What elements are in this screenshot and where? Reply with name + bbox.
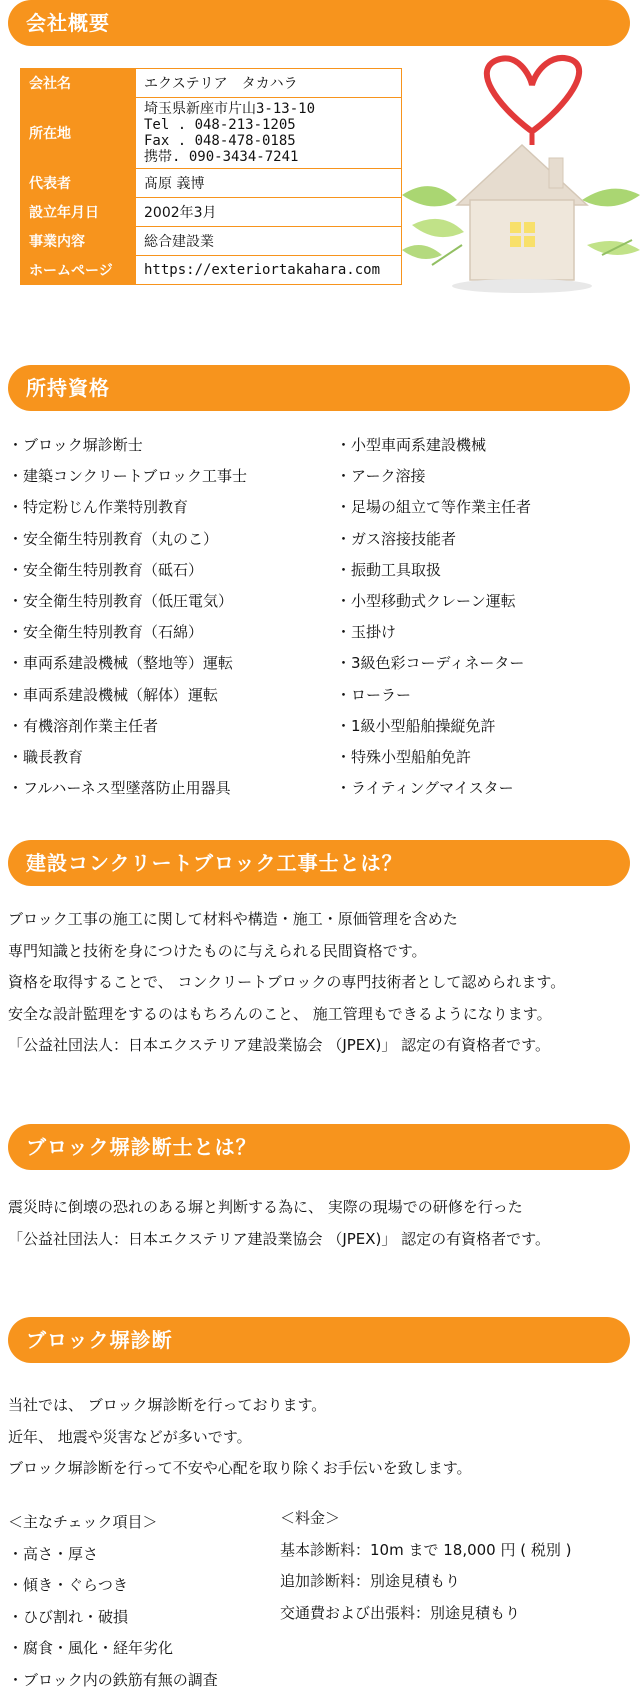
section-header-wall-diagnostician: ブロック塀診断士とは？ <box>8 1124 630 1170</box>
list-item: ・特殊小型船舶免許 <box>336 747 472 766</box>
table-row <box>21 169 402 198</box>
check-items-title: ＜主なチェック項目＞ <box>8 1513 158 1531</box>
list-item: ・高さ・厚さ <box>8 1544 99 1563</box>
list-item: ・安全衛生特別教育（砥石） <box>8 560 204 579</box>
list-item: ・フルハーネス型墜落防止用器具 <box>8 779 231 798</box>
list-item: ・建築コンクリートブロック工事士 <box>8 467 247 486</box>
list-item: ・腐食・風化・経年劣化 <box>8 1639 174 1657</box>
company-info-table <box>20 68 402 285</box>
mobile-line: 携帯. 090-3434-7241 <box>144 149 299 165</box>
list-item: ・安全衛生特別教育（丸のこ） <box>8 529 219 548</box>
qualification-list-left <box>8 430 247 804</box>
block-worker-description <box>8 904 565 1062</box>
list-item: ・安全衛生特別教育（低圧電気） <box>8 591 234 610</box>
section-header-company: 会社概要 <box>8 0 630 46</box>
address-line: 埼玉県新座市片山3-13-10 <box>144 101 316 117</box>
company-name: エクステリア タカハラ <box>136 69 402 98</box>
list-item: ・ブロック内の鉄筋有無の調査 <box>8 1670 218 1689</box>
row-label: 代表者 <box>21 169 136 198</box>
paragraph-line: 近年、 地震や災害などが多いです。 <box>8 1427 252 1446</box>
table-row <box>21 256 402 285</box>
row-label: 所在地 <box>21 98 136 169</box>
list-item: ・ローラー <box>336 685 412 704</box>
table-row <box>21 198 402 227</box>
price-item: 追加診断料：別途見積もり <box>280 1572 461 1590</box>
list-item: ・特定粉じん作業特別教育 <box>8 498 189 517</box>
list-item: ・安全衛生特別教育（石綿） <box>8 623 204 642</box>
row-label: 事業内容 <box>21 227 136 256</box>
address-block <box>136 98 402 169</box>
table-row <box>21 227 402 256</box>
paragraph-line: 「公益社団法人：日本エクステリア建設業協会 （JPEX)」 認定の有資格者です。 <box>8 1036 550 1054</box>
list-item: ・1級小型船舶操縦免許 <box>336 716 496 735</box>
paragraph-line: 安全な設計監理をするのはもちろんのこと、 施工管理もできるようになります。 <box>8 1004 552 1023</box>
table-row <box>21 69 402 98</box>
paragraph-line: 資格を取得することで、 コンクリートブロックの専門技術者として認められます。 <box>8 973 566 991</box>
list-item: ・ライティングマイスター <box>336 779 514 798</box>
list-item: ・玉掛け <box>336 623 397 642</box>
paragraph-line: 震災時に倒壊の恐れのある塀と判断する為に、 実際の現場での研修を行った <box>8 1198 523 1216</box>
list-item: ・ガス溶接技能者 <box>336 529 457 548</box>
house-heart-image <box>402 50 640 300</box>
price-item: 基本診断料：10m まで 18,000 円 ( 税別 ) <box>280 1540 572 1559</box>
qualification-list-right <box>336 430 531 804</box>
section-header-block-worker: 建設コンクリートブロック工事士とは？ <box>8 840 630 886</box>
pricing-list <box>280 1503 572 1629</box>
list-item: ・職長教育 <box>8 747 84 766</box>
section-header-qualifications: 所持資格 <box>8 365 630 411</box>
row-label: ホームページ <box>21 256 136 285</box>
table-row <box>21 98 402 169</box>
list-item: ・アーク溶接 <box>336 467 426 486</box>
list-item: ・小型移動式クレーン運転 <box>336 591 516 610</box>
paragraph-line: ブロック塀診断を行って不安や心配を取り除くお手伝いを致します。 <box>8 1459 472 1477</box>
paragraph-line: 「公益社団法人：日本エクステリア建設業協会 （JPEX)」 認定の有資格者です。 <box>8 1229 550 1248</box>
list-item: ・3級色彩コーディネーター <box>336 654 525 673</box>
paragraph-line: 専門知識と技術を身につけたものに与えられる民間資格です。 <box>8 941 427 960</box>
list-item: ・傾き・ぐらつき <box>8 1576 128 1594</box>
row-label: 会社名 <box>21 69 136 98</box>
homepage-link[interactable]: https://exteriortakahara.com <box>136 256 402 285</box>
paragraph-line: 当社では、 ブロック塀診断を行っております。 <box>8 1396 327 1414</box>
list-item: ・ブロック塀診断士 <box>8 436 143 454</box>
list-item: ・足場の組立て等作業主任者 <box>336 498 532 517</box>
wall-diagnostician-description <box>8 1192 550 1255</box>
list-item: ・車両系建設機械（解体）運転 <box>8 685 219 704</box>
list-item: ・有機溶剤作業主任者 <box>8 716 159 735</box>
business-type: 総合建設業 <box>136 227 402 256</box>
tel-line: Tel . 048-213-1205 <box>144 117 296 133</box>
wall-diagnosis-description <box>8 1390 472 1485</box>
pricing-title: ＜料金＞ <box>280 1509 341 1527</box>
section-header-wall-diagnosis: ブロック塀診断 <box>8 1317 630 1363</box>
list-item: ・ひび割れ・破損 <box>8 1607 129 1626</box>
check-items-list <box>8 1507 218 1689</box>
list-item: ・車両系建設機械（整地等）運転 <box>8 654 234 673</box>
representative: 髙原 義博 <box>136 169 402 198</box>
established-date: 2002年3月 <box>136 198 402 227</box>
paragraph-line: ブロック工事の施工に関して材料や構造・施工・原価管理を含めた <box>8 910 458 928</box>
list-item: ・小型車両系建設機械 <box>336 436 487 454</box>
row-label: 設立年月日 <box>21 198 136 227</box>
price-item: 交通費および出張料：別途見積もり <box>280 1603 521 1622</box>
fax-line: Fax . 048-478-0185 <box>144 133 296 149</box>
list-item: ・振動工具取扱 <box>336 560 442 579</box>
